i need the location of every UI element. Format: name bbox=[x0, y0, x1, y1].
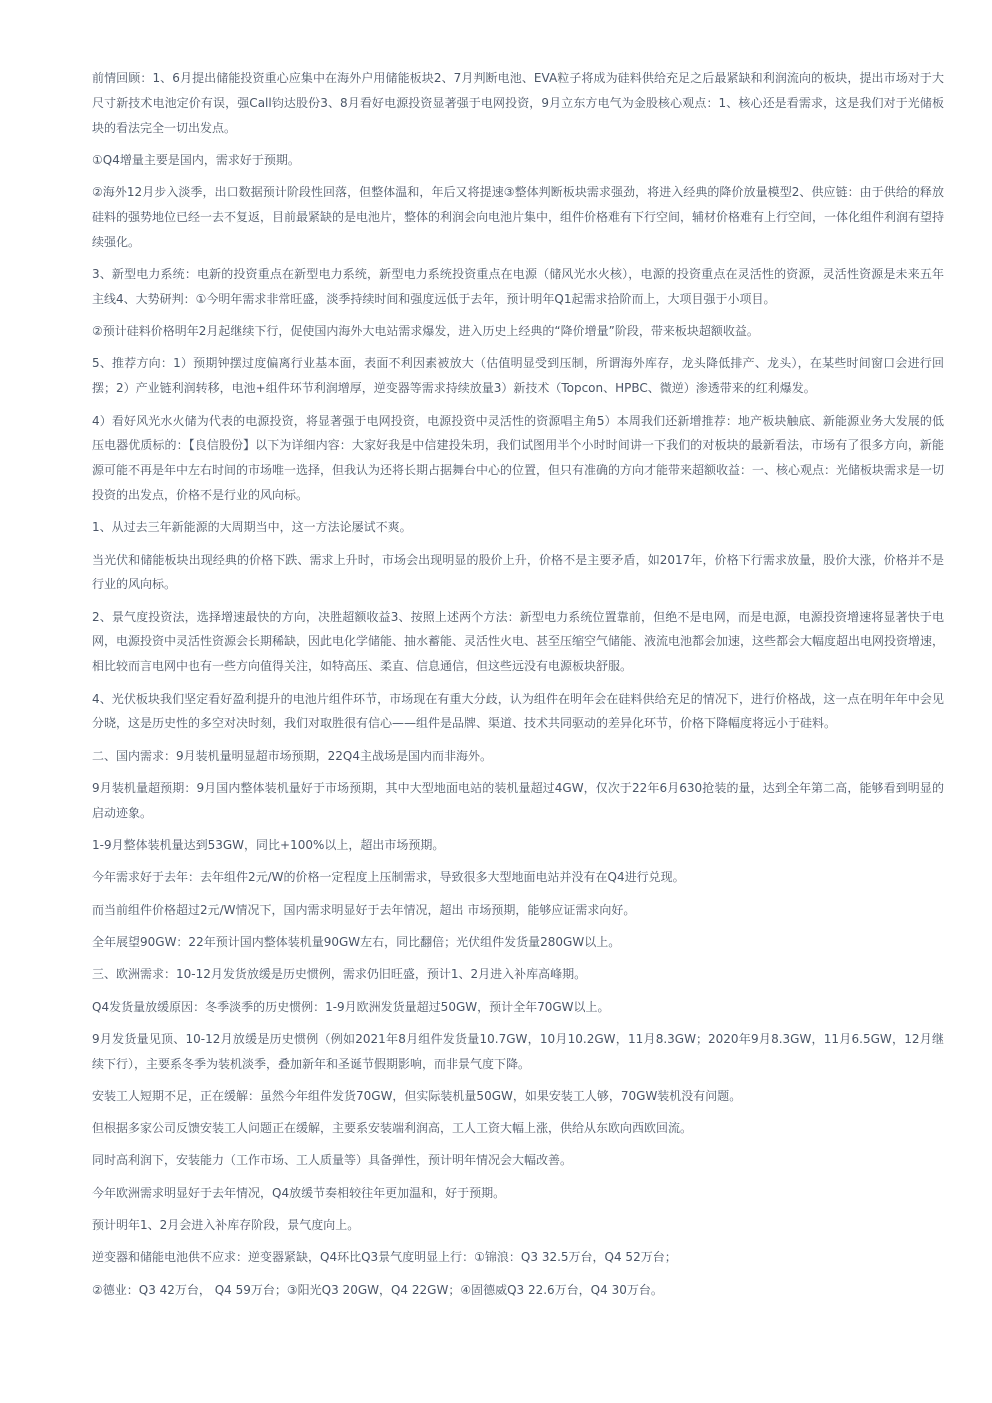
paragraph-ytd-installation: 1-9月整体装机量达到53GW，同比+100%以上，超出市场预期。 bbox=[92, 838, 445, 853]
paragraph-section-domestic: 二、国内需求：9月装机量明显超市场预期，22Q4主战场是国内而非海外。 bbox=[92, 748, 492, 763]
paragraph-new-power-system: 3、新型电力系统：电新的投资重点在新型电力系统，新型电力系统投资重点在电源（储风光水火核），电源的投资重点在灵活性的资源，灵活性资源是未来五年主线4、大势研判：①今明年需求非常旺盛，淡季持续时间和强度远低于去年，预计明年Q1起需求拾阶而上，大项目强于小项目。 bbox=[92, 267, 944, 306]
paragraph-q4-domestic: ①Q4增量主要是国内，需求好于预期。 bbox=[92, 152, 300, 167]
paragraph-module-price: 而当前组件价格超过2元/W情况下，国内需求明显好于去年情况，超出 市场预期，能够应证需求向好。 bbox=[92, 902, 636, 917]
paragraph-overseas-supply: ②海外12月步入淡季，出口数据预计阶段性回落，但整体温和，年后又将提速③整体判断板块需求强劲，将进入经典的降价放量模型2、供应链：由于供给的释放硅料的强势地位已经一去不复返，目前最紧缺的是电池片，整体的利润会向电池片集中，组件价格难有下行空间，辅材价格难有上行空间，一体化组件利润有望持续强化。 bbox=[92, 185, 945, 249]
paragraph-annual-outlook: 全年展望90GW：22年预计国内整体装机量90GW左右，同比翻倍；光伏组件发货量280GW以上。 bbox=[92, 934, 621, 949]
paragraph-installers-shortage: 安装工人短期不足，正在缓解：虽然今年组件发货70GW，但实际装机量50GW，如果安装工人够，70GW装机没有问题。 bbox=[92, 1088, 742, 1103]
paragraph-restocking: 预计明年1、2月会进入补库存阶段，景气度向上。 bbox=[92, 1218, 360, 1233]
paragraph-recommendation: 5、推荐方向：1）预期钟摆过度偏离行业基本面，表面不利因素被放大（估值明显受到压制，所谓海外库存，龙头降低排产、龙头），在某些时间窗口会进行回摆；2）产业链利润转移，电池+组件环节利润增厚，逆变器等需求持续放量3）新技术（Topcon、HPBC、微逆）渗透带来的红利爆发。 bbox=[92, 356, 944, 396]
paragraph-demand-vs-last-year: 今年需求好于去年：去年组件2元/W的价格一定程度上压制需求，导致很多大型地面电站并没有在Q4进行兑现。 bbox=[92, 870, 685, 885]
paragraph-installation-capacity: 同时高利润下，安装能力（工作市场、工人质量等）具备弹性，预计明年情况会大幅改善。 bbox=[92, 1153, 573, 1168]
paragraph-prosperity-method: 2、景气度投资法，选择增速最快的方向，决胜超额收益3、按照上述两个方法：新型电力系统位置靠前，但绝不是电网，而是电源，电源投资增速将显著快于电 网，电源投资中灵活性资源会长期稀缺，因此电化学储能、抽水蓄能、灵活性火电、甚至压缩空气储能、液流电池都会加速，这些都会大幅度超出电网投资增速，相比较而言电网中也有一些方向值得关注，如特高压、柔直、信息通信，但这些远没有电源板块舒服。 bbox=[92, 609, 945, 674]
paragraph-installers-easing: 但根据多家公司反馈安装工人问题正在缓解，主要系安装端利润高，工人工资大幅上涨，供给从东欧向西欧回流。 bbox=[92, 1121, 693, 1136]
paragraph-europe-demand: 今年欧洲需求明显好于去年情况，Q4放缓节奏相较往年更加温和，好于预期。 bbox=[92, 1185, 506, 1200]
paragraph-q4-slowdown: Q4发货量放缓原因：冬季淡季的历史惯例：1-9月欧洲发货量超过50GW，预计全年70GW以上。 bbox=[92, 999, 610, 1014]
paragraph-section-europe: 三、欧洲需求：10-12月发货放缓是历史惯例，需求仍旧旺盛，预计1、2月进入补库高峰期。 bbox=[92, 967, 587, 982]
paragraph-sept-installation: 9月装机量超预期：9月国内整体装机量好于市场预期，其中大型地面电站的装机量超过4GW，仅次于22年6月630抢装的量，达到全年第二高，能够看到明显的启动迹象。 bbox=[92, 780, 944, 820]
paragraph-review: 前情回顾：1、6月提出储能投资重心应集中在海外户用储能板块2、7月判断电池、EVA粒子将成为硅料供给充足之后最紧缺和利润流向的板块，提出市场对于大尺寸新技术电池定价有误，强Call钧达股份3、8月看好电源投资显著强于电网投资，9月立东方电气为金股核心观点：1、核心还是看需求，这是我们对于光储板块的看法完全一切出发点。 bbox=[92, 71, 944, 135]
paragraph-methodology: 1、从过去三年新能源的大周期当中，这一方法论屡试不爽。 bbox=[92, 520, 412, 535]
paragraph-power-investment: 4）看好风光水火储为代表的电源投资，将显著强于电网投资，电源投资中灵活性的资源唱主角5）本周我们还新增推荐：地产板块触底、新能源业务大发展的低压电器优质标的：【良信股份】以下为详细内容：大家好我是中信建投朱玥，我们试图用半个小时时间讲一下我们的对板块的最新看法，市场有了很多方向，新能源可能不再是年中左右时间的市场唯一选择，但我认为还将长期占据舞台中心的位置，但只有准确的方向才能带来超额收益：一、核心观点：光储板块需求是一切投资的出发点，价格不是行业的风向标。 bbox=[92, 413, 945, 502]
paragraph-cell-module: 4、光伏板块我们坚定看好盈利提升的电池片组件环节，市场现在有重大分歧，认为组件在明年会在硅料供给充足的情况下，进行价格战，这一点在明年年中会见分晓，这是历史性的多空对决时刻，我们对取胜很有信心——组件是品牌、渠道、技术共同驱动的差异化环节，价格下降幅度将远小于硅料。 bbox=[92, 691, 944, 731]
paragraph-price-demand: 当光伏和储能板块出现经典的价格下跌、需求上升时，市场会出现明显的股价上升，价格不是主要矛盾，如2017年，价格下行需求放量，股价大涨，价格并不是行业的风向标。 bbox=[92, 552, 944, 592]
paragraph-inverter-shortage: 逆变器和储能电池供不应求：逆变器紧缺，Q4环比Q3景气度明显上行：①锦浪：Q3 32.5万台，Q4 52万台； bbox=[92, 1250, 677, 1265]
paragraph-historical-pattern: 9月发货量见顶、10-12月放缓是历史惯例（例如2021年8月组件发货量10.7GW，10月10.2GW，11月8.3GW；2020年9月8.3GW，11月6.5GW，12月继续下行），主要系冬季为装机淡季，叠加新年和圣诞节假期影响，而非景气度下降。 bbox=[92, 1031, 944, 1071]
document-body bbox=[92, 66, 944, 1310]
paragraph-silicon-price: ②预计硅料价格明年2月起继续下行，促使国内海外大电站需求爆发，进入历史上经典的“降价增量”阶段，带来板块超额收益。 bbox=[92, 324, 759, 339]
paragraph-inverter-figures: ②德业：Q3 42万台， Q4 59万台；③阳光Q3 20GW，Q4 22GW；④固德威Q3 22.6万台，Q4 30万台。 bbox=[92, 1282, 663, 1297]
